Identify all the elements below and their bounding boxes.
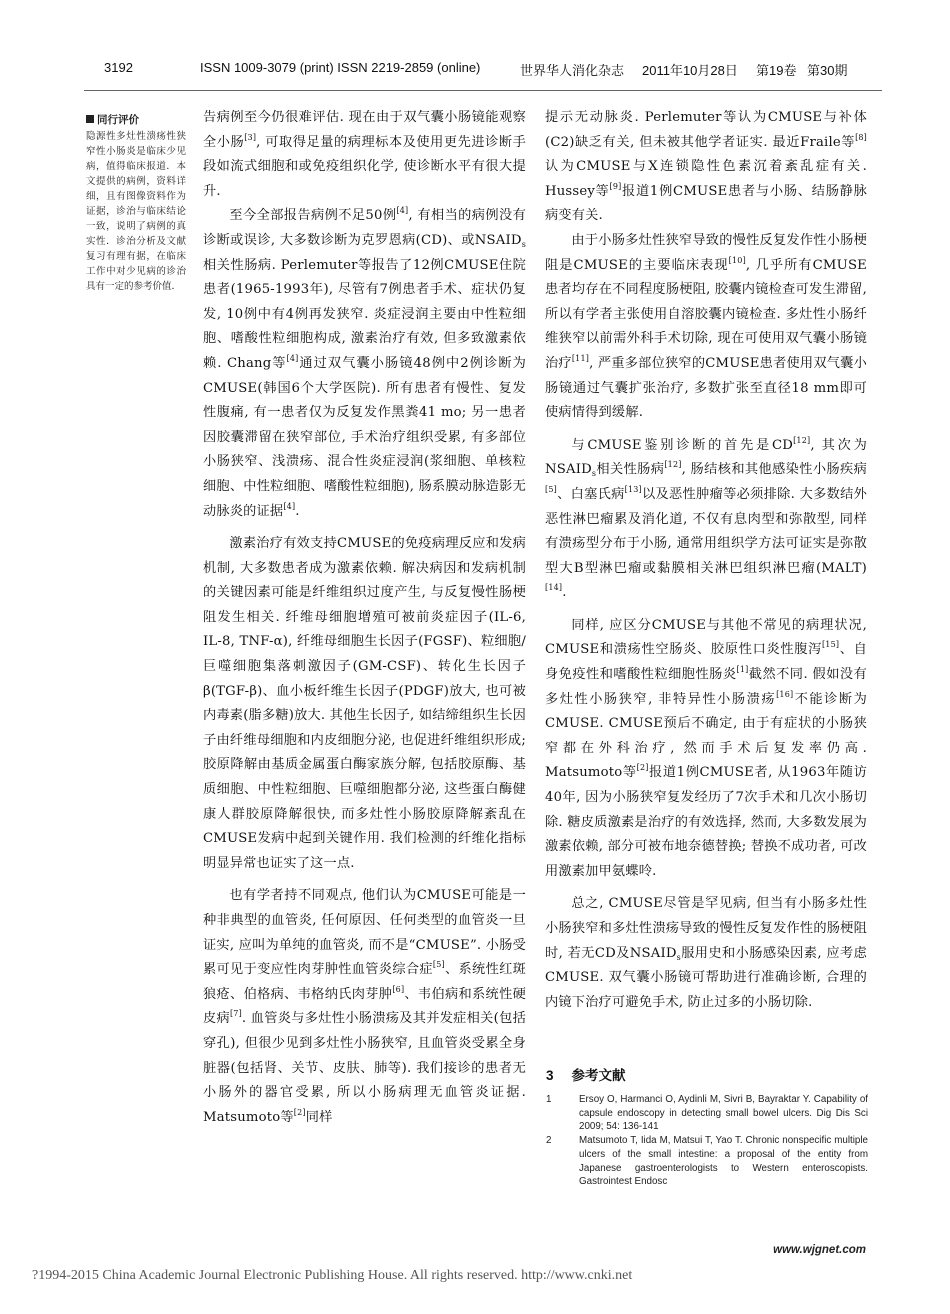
issue: 第30期 <box>807 63 848 78</box>
citation: [8] <box>855 132 867 142</box>
references-heading <box>546 1064 626 1084</box>
citation: [5] <box>545 484 557 494</box>
peer-review-title: 同行评价 <box>86 113 186 128</box>
copyright-notice: ?1994-2015 China Academic Journal Electronic Publishing House. All rights reserved. http://www.cnki.net <box>32 1268 633 1283</box>
issn: ISSN 1009-3079 (print) ISSN 2219-2859 (online) <box>200 60 481 75</box>
citation: [12] <box>793 435 811 445</box>
journal-name: 世界华人消化杂志 <box>520 63 625 78</box>
paragraph: 激素治疗有效支持CMUSE的免疫病理反应和发病机制, 大多数患者成为激素依赖. 解决病因和发病机制的关键因素可能是纤维组织过度产生, 与反复慢性肠梗阻发生相关. 纤维母细胞增殖可被前炎症因子(IL-6, IL-8, TNF-α), 纤维母细胞生长因子(FGSF)、粒细胞/巨噬细胞集落刺激因子(GM-CSF)、转化生长因子β(TGF-β)、血小板纤维生长因子(PDGF)放大, 也可被内毒素(脂多糖)放大. 其他生长因子, 如结缔组织生长因子由纤维母细胞和内皮细胞分泌, 也促进纤维组织形成; 胶原降解由基质金属蛋白酶家族分解, 包括胶原酶、基质细胞、中性粒细胞、巨噬细胞都分泌, 这些蛋白酶健康人群胶原降解很快, 而多灶性小肠胶原降解紊乱在CMUSE发病中起到关键作用. 我们检测的纤维化指标明显异常也证实了这一点. <box>203 536 526 871</box>
reference-number: 2 <box>546 1135 552 1147</box>
square-bullet-icon <box>86 115 94 123</box>
citation: [12] <box>664 460 682 470</box>
citation: [6] <box>392 984 405 994</box>
citation: [4] <box>396 206 409 216</box>
citation: [3] <box>244 132 257 142</box>
citation: [4] <box>283 501 296 511</box>
reference-item <box>546 1093 868 1134</box>
journal-website: www.wjgnet.com <box>773 1244 866 1256</box>
citation: [16] <box>776 689 794 699</box>
peer-review-box <box>86 113 186 294</box>
paragraph: 同样, 应区分CMUSE与其他不常见的病理状况, CMUSE和溃疡性空肠炎、胶原性口炎性腹泻[15]、自身免疫性和嗜酸性粒细胞性肠炎[1]截然不同. 假如没有多灶性小肠狭窄, 非特异性小肠溃疡[16]不能诊断为CMUSE. CMUSE预后不确定, 由于有症状的小肠狭窄都在外科治疗, 然而手术后复发率仍高. Matsumoto等[2]报道1例CMUSE者, 从1963年随访40年, 因为小肠狭窄复发经历了7次手术和几次小肠切除. 糖皮质激素是治疗的有效选择, 然而, 大多数发展为激素依赖, 部分可被布地奈德替换; 替换不成功者, 可改用激素加甲氨蝶呤. <box>545 617 868 879</box>
paragraph: 提示无动脉炎. Perlemuter等认为CMUSE与补体(C2)缺乏有关, 但未被其他学者证实. 最近Fraile等[8]认为CMUSE与X连锁隐性色素沉着紊乱症有关. Hussey等[9]报道1例CMUSE患者与小肠、结肠静脉病变有关. <box>545 110 867 224</box>
citation: [2] <box>293 1107 306 1117</box>
paragraph: 由于小肠多灶性狭窄导致的慢性反复发作性小肠梗阻是CMUSE的主要临床表现[10], 几乎所有CMUSE患者均存在不同程度肠梗阻, 胶囊内镜检查可发生滞留, 所以有学者主张使用自溶胶囊内镜检查. 多灶性小肠纤维狭窄以前需外科手术切除, 现在可使用双气囊小肠镜治疗[11], 严重多部位狭窄的CMUSE患者使用双气囊小肠镜通过气囊扩张治疗, 多数扩张至直径18 mm即可使病情得到缓解. <box>545 232 868 421</box>
citation: [9] <box>609 181 622 191</box>
section-number: 3 <box>546 1068 554 1083</box>
section-title: 参考文献 <box>571 1068 626 1083</box>
page-number: 3192 <box>104 60 133 75</box>
citation: [4] <box>286 353 299 363</box>
citation: [7] <box>229 1009 242 1019</box>
header-rule <box>84 90 882 91</box>
reference-list <box>546 1093 868 1189</box>
peer-review-body: 隐源性多灶性溃疡性狭窄性小肠炎是临床少见病，值得临床报道．本文提供的病例，资料详细，且有图像资料作为证据，诊治与临床结论一致，说明了病例的真实性．诊治分析及文献复习有理有据，在临床工作中对少见病的诊治具有一定的参考价值． <box>86 131 186 292</box>
citation: [13] <box>624 484 642 494</box>
paragraph: 总之, CMUSE尽管是罕见病, 但当有小肠多灶性小肠狭窄和多灶性溃疡导致的慢性反复发作性的肠梗阻时, 若无CD及$NSAID_s$服用史和小肠感染因素, 应考虑CMUSE. 双气囊小肠镜可帮助进行准确诊断, 合理的内镜下治疗可避免手术, 防止过多的小肠切除. <box>545 896 867 1010</box>
reference-item <box>546 1134 868 1189</box>
citation: [14] <box>545 583 563 593</box>
paragraph: 告病例至今仍很难评估. 现在由于双气囊小肠镜能观察全小肠[3], 可取得足量的病理标本及使用更先进诊断手段如流式细胞和或免疫组织化学, 使诊断水平有很大提升. <box>203 110 526 199</box>
citation: [10] <box>728 255 746 265</box>
volume: 第19卷 <box>756 63 797 78</box>
citation: [11] <box>571 353 590 363</box>
reference-text: Ersoy O, Harmanci O, Aydinli M, Sivri B, Bayraktar Y. Capability of capsule endoscopy in detecting small bowel ulcers. Dig Dis Sci 2009; 54: 136-141 <box>579 1094 868 1133</box>
citation: [2] <box>636 763 649 773</box>
issue-date: 2011年10月28日 <box>642 63 738 78</box>
paragraph: 与CMUSE鉴别诊断的首先是CD[12], 其次为$NSAID_s$相关性肠病[12], 肠结核和其他感染性小肠疾病[5]、白塞氏病[13]以及恶性肿瘤等必须排除. 大多数结外恶性淋巴瘤累及消化道, 不仅有息肉型和弥散型, 同样有溃疡型分布于小肠, 通常用组织学方法可证实是弥散型大B型淋巴瘤或黏膜相关淋巴组织淋巴瘤(MALT)[14]. <box>545 435 868 601</box>
right-column <box>545 106 867 1015</box>
citation: [5] <box>432 960 445 970</box>
running-header <box>0 60 950 84</box>
reference-number: 1 <box>546 1094 552 1105</box>
citation: [15] <box>821 640 840 650</box>
middle-column <box>203 106 526 1130</box>
reference-text: Matsumoto T, Iida M, Matsui T, Yao T. Chronic nonspecific multiple ulcers of the small intestine: a proposal of the entity from Japanese gastroenterologists to Western enteroscopists. Gastrointest Endosc <box>579 1135 868 1188</box>
paragraph: 也有学者持不同观点, 他们认为CMUSE可能是一种非典型的血管炎, 任何原因、任何类型的血管炎一旦证实, 应叫为单纯的血管炎, 而不是“CMUSE”. 小肠受累可见于变应性肉芽肿性血管炎综合症[5]、系统性红斑狼疮、伯格病、韦格纳氏肉芽肿[6]、韦伯病和系统性硬皮病[7]. 血管炎与多灶性小肠溃疡及其并发症相关(包括穿孔), 但很少见到多灶性小肠狭窄, 且血管炎受累全身脏器(包括肾、关节、皮肤、肺等). 我们接诊的患者无小肠外的器官受累, 所以小肠病理无血管炎证据. Matsumoto等[2]同样 <box>203 888 527 1125</box>
paragraph: 至今全部报告病例不足50例[4], 有相当的病例没有诊断或误诊, 大多数诊断为克罗恩病(CD)、或$NSAID_s$相关性肠病. Perlemuter等报告了12例CMUSE住院患者(1965-1993年), 尽管有7例患者手术、症状仍复发, 10例中有4例再发狭窄. 炎症浸润主要由中性粒细胞、嗜酸性粒细胞构成, 激素治疗有效, 但多致激素依赖. Chang等[4]通过双气囊小肠镜48例中2例诊断为CMUSE(韩国6个大学医院). 所有患者有慢性、复发性腹痛, 有一患者仅为反复发作黑粪41 mo; 另一患者因胶囊滞留在狭窄部位, 手术治疗组织受累, 有多部位小肠狭窄、浅溃疡、混合性炎症浸润(浆细胞、单核粒细胞、中性粒细胞、嗜酸性粒细胞), 肠系膜动脉造影无动脉炎的证据[4]. <box>203 206 526 519</box>
citation: [1] <box>736 665 749 675</box>
